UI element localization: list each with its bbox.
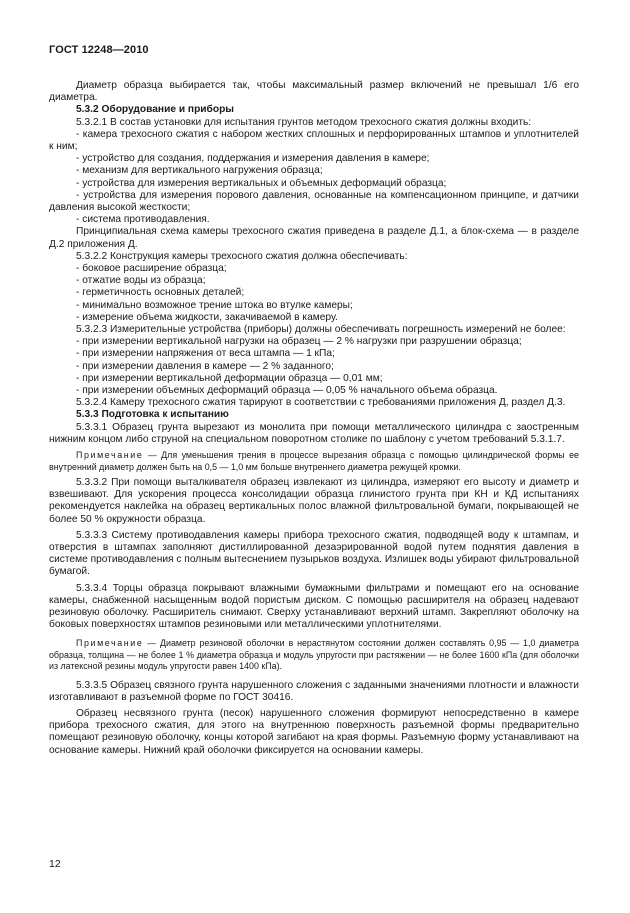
list-item: - отжатие воды из образца; [76,275,206,287]
document-header: ГОСТ 12248—2010 [49,44,149,56]
list-item: - герметичность основных деталей; [76,287,245,299]
paragraph: Образец несвязного грунта (песок) нарушенного сложения формируют непосредственно в камере прибора трехосного сжатия, для этого на внутреннюю поверхность разъемной формы предварительно помещают резиновую оболочку, концы которой загибают на края формы. Разъемную форму устанавливают на основание камеры. Нижний край оболочки фиксируется на основании камеры. [49,707,579,756]
document-body [49,80,579,757]
paragraph: 5.3.2.1 В состав установки для испытания грунтов методом трехосного сжатия должны входить: [76,116,532,128]
paragraph: 5.3.2.3 Измерительные устройства (приборы) должны обеспечивать погрешность измерений не более: [76,324,566,336]
note [49,638,579,672]
paragraph: 5.3.3.3 Систему противодавления камеры прибора трехосного сжатия, подводящей воду к штампам, и отверстия в штампах заполняют дистиллированной дезаэрированной водой путем поднятия давления в системе противодавления с полным вытеснением пузырьков воздуха. Излишек воды убирают фильтровальной бумагой. [49,529,580,578]
note-text: — Диаметр резиновой оболочки в нерастянутом состоянии должен составлять 0,95 — 1,0 диаметра образца, толщина — не более 1 % диаметра образца и модуль упругости при растяжении — не более 1600 кПа (для оболочки из латексной резины модуль упругости равен 1400 кПа). [49,638,579,672]
note [49,450,579,473]
paragraph: 5.3.3.2 При помощи выталкивателя образец извлекают из цилиндра, измеряют его высоту и диаметр и взвешивают. Для ускорения процесса консолидации образца глинистого грунта при КН и КД испытаниях рекомендуется наклейка на образец вертикальных полос влажной фильтровальной бумаги, покрывающей не более 50 % окружности образца. [49,476,579,525]
paragraph: Принципиальная схема камеры трехосного сжатия приведена в разделе Д.1, а блок-схема — в разделе Д.2 приложения Д. [49,226,579,250]
list-item: - минимально возможное трение штока во втулке камеры; [76,299,353,311]
note-label: Примечание [76,450,144,461]
note-text: — Для уменьшения трения в процессе вырезания образца с помощью цилиндрической формы ее внутренний диаметр должен быть на 0,5 — 1,0 мм больше внутреннего диаметра режущей кромки. [49,450,579,472]
section-heading: 5.3.2 Оборудование и приборы [76,104,234,116]
paragraph: Диаметр образца выбирается так, чтобы максимальный размер включений не превышал 1/6 его диаметра. [49,80,579,104]
list-item: - механизм для вертикального нагружения образца; [76,165,323,177]
paragraph: 5.3.2.2 Конструкция камеры трехосного сжатия должна обеспечивать: [76,250,408,262]
section-heading: 5.3.3 Подготовка к испытанию [76,409,229,421]
list-item: - измерение объема жидкости, закачиваемой в камеру. [76,311,338,323]
list-item: - устройства для измерения порового давления, основанные на компенсационном принципе, и датчики давления высокой жесткости; [49,189,579,214]
list-item: - при измерении напряжения от веса штампа — 1 кПа; [76,348,335,360]
list-item: - при измерении давления в камере — 2 % заданного; [76,360,334,372]
paragraph: 5.3.3.4 Торцы образца покрывают влажными бумажными фильтрами и помещают его на основание камеры, снабженной насыщенным водой пористым диском. С помощью расширителя на образец надевают резиновую оболочку. Расширитель снимают. Сверху устанавливают верхний штамп. Закрепляют оболочку на боковых поверхностях штампов резиновыми или металлическими уплотнителями. [49,582,579,631]
list-item: - устройство для создания, поддержания и измерения давления в камере; [76,153,430,165]
list-item: - при измерении вертикальной деформации образца — 0,01 мм; [76,372,383,384]
page-number: 12 [49,858,61,870]
paragraph: 5.3.3.1 Образец грунта вырезают из монолита при помощи металлического цилиндра с заостренным нижним концом либо струной на специальном поворотном столике по шаблону с учетом требований 5.3.1.7. [49,421,579,445]
paragraph: 5.3.2.4 Камеру трехосного сжатия тарируют в соответствии с требованиями приложения Д, раздел Д.3. [76,397,566,409]
list-item: - при измерении вертикальной нагрузки на образец — 2 % нагрузки при разрушении образца; [76,336,522,348]
note-label: Примечание [76,638,144,649]
list-item: - система противодавления. [76,214,210,226]
paragraph: 5.3.3.5 Образец связного грунта нарушенного сложения с заданными значениями плотности и влажности изготавливают в разъемной форме по ГОСТ 30416. [49,679,579,703]
list-item: - при измерении объемных деформаций образца — 0,05 % начального объема образца. [76,385,498,397]
list-item: - камера трехосного сжатия с набором жестких сплошных и перфорированных штампов и уплотнителей к ним; [49,128,579,153]
list-item: - боковое расширение образца; [76,263,227,275]
list-item: - устройства для измерения вертикальных и объемных деформаций образца; [76,177,447,189]
